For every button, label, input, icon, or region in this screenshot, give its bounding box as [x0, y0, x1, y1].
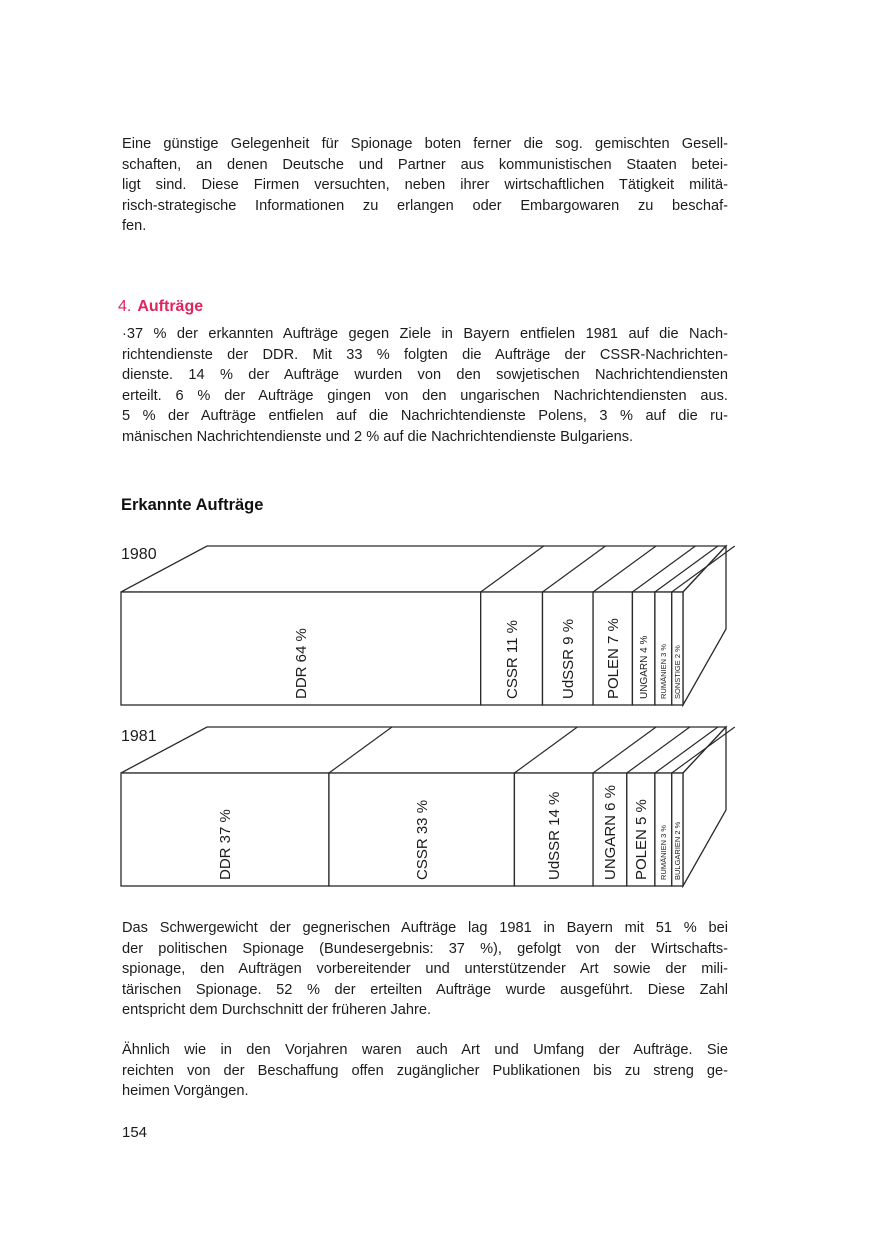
text-line: Ähnlich wie in den Vorjahren waren auch Art und Umfang der Aufträge. Sie	[122, 1042, 728, 1058]
bar-label: UNGARN 4 %	[639, 635, 651, 699]
text-line: Das Schwergewicht der gegnerischen Aufträge lag 1981 in Bayern mit 51 % bei	[122, 920, 728, 936]
text-line: reichten von der Beschaffung offen zugänglicher Publikationen bis zu streng ge-	[122, 1062, 728, 1079]
chart-1981	[121, 727, 735, 886]
section-number: 4.	[118, 298, 132, 315]
text-line: fen.	[122, 218, 147, 235]
bar-label: BULGARIEN 2 %	[673, 821, 683, 880]
bar-label: POLEN 5 %	[633, 799, 651, 880]
bar-label: POLEN 7 %	[605, 618, 622, 699]
section-title: Aufträge	[137, 298, 204, 315]
bar-label: CSSR 11 %	[503, 620, 521, 699]
text-line: richtendienste der DDR. Mit 33 % folgten die Aufträge der CSSR-Nachrichten-	[122, 346, 728, 363]
text-line: entspricht dem Durchschnitt der früheren Jahre.	[122, 1002, 432, 1019]
text-line: erteilt. 6 % der Aufträge gingen von den ungarischen Nachrichtendiensten aus.	[122, 387, 728, 404]
bar-top-face	[121, 546, 726, 592]
chart-title: Erkannte Aufträge	[121, 496, 264, 514]
text-line: heimen Vorgängen.	[122, 1083, 249, 1100]
bar-label: CSSR 33 %	[413, 799, 431, 880]
text-line: schaften, an denen Deutsche und Partner aus kommunistischen Staaten betei-	[122, 156, 728, 173]
bar-label: RUMÄNIEN 3 %	[658, 643, 668, 699]
bar-label: DDR 64 %	[293, 628, 311, 699]
bar-label: UNGARN 6 %	[602, 784, 620, 880]
text-line: 5 % der Aufträge entfielen auf die Nachrichtendienste Polens, 3 % auf die ru-	[122, 408, 728, 425]
text-line: risch-strategische Informationen zu erlangen oder Embargowaren zu beschaf-	[122, 197, 728, 214]
bar-label: RUMÄNIEN 3 %	[658, 824, 668, 880]
closing-paragraph-1	[122, 918, 728, 1021]
text-line: ·37 % der erkannten Aufträge gegen Ziele in Bayern entfielen 1981 auf die Nach-	[122, 326, 728, 342]
chart-year-label: 1981	[121, 728, 157, 745]
text-line: der politischen Spionage (Bundesergebnis: 37 %), gefolgt von der Wirtschafts-	[122, 940, 728, 957]
chart-1980	[121, 546, 735, 705]
page-number: 154	[122, 1124, 148, 1141]
text-line: spionage, den Aufträgen vorbereitender und unterstützender Art sowie der mili-	[122, 961, 728, 978]
text-line: tärischen Spionage. 52 % der erteilten Aufträge wurde ausgeführt. Diese Zahl	[122, 981, 728, 998]
text-line: ligt sind. Diese Firmen versuchten, neben ihrer wirtschaftlichen Tätigkeit militä-	[122, 177, 728, 194]
bar-label: DDR 37 %	[217, 809, 235, 880]
bar-label: UdSSR 14 %	[545, 791, 563, 880]
chart-year-label: 1980	[121, 546, 157, 563]
text-line: Eine günstige Gelegenheit für Spionage boten ferner die sog. gemischten Gesell-	[122, 136, 728, 152]
bar-label: SONSTIGE 2 %	[673, 645, 683, 699]
bar-label: UdSSR 9 %	[560, 618, 578, 699]
closing-paragraph-2	[122, 1040, 728, 1102]
text-line: mänischen Nachrichtendienste und 2 % auf die Nachrichtendienste Bulgariens.	[122, 428, 634, 445]
text-line: dienste. 14 % der Aufträge wurden von den sowjetischen Nachrichtendiensten	[122, 367, 728, 384]
